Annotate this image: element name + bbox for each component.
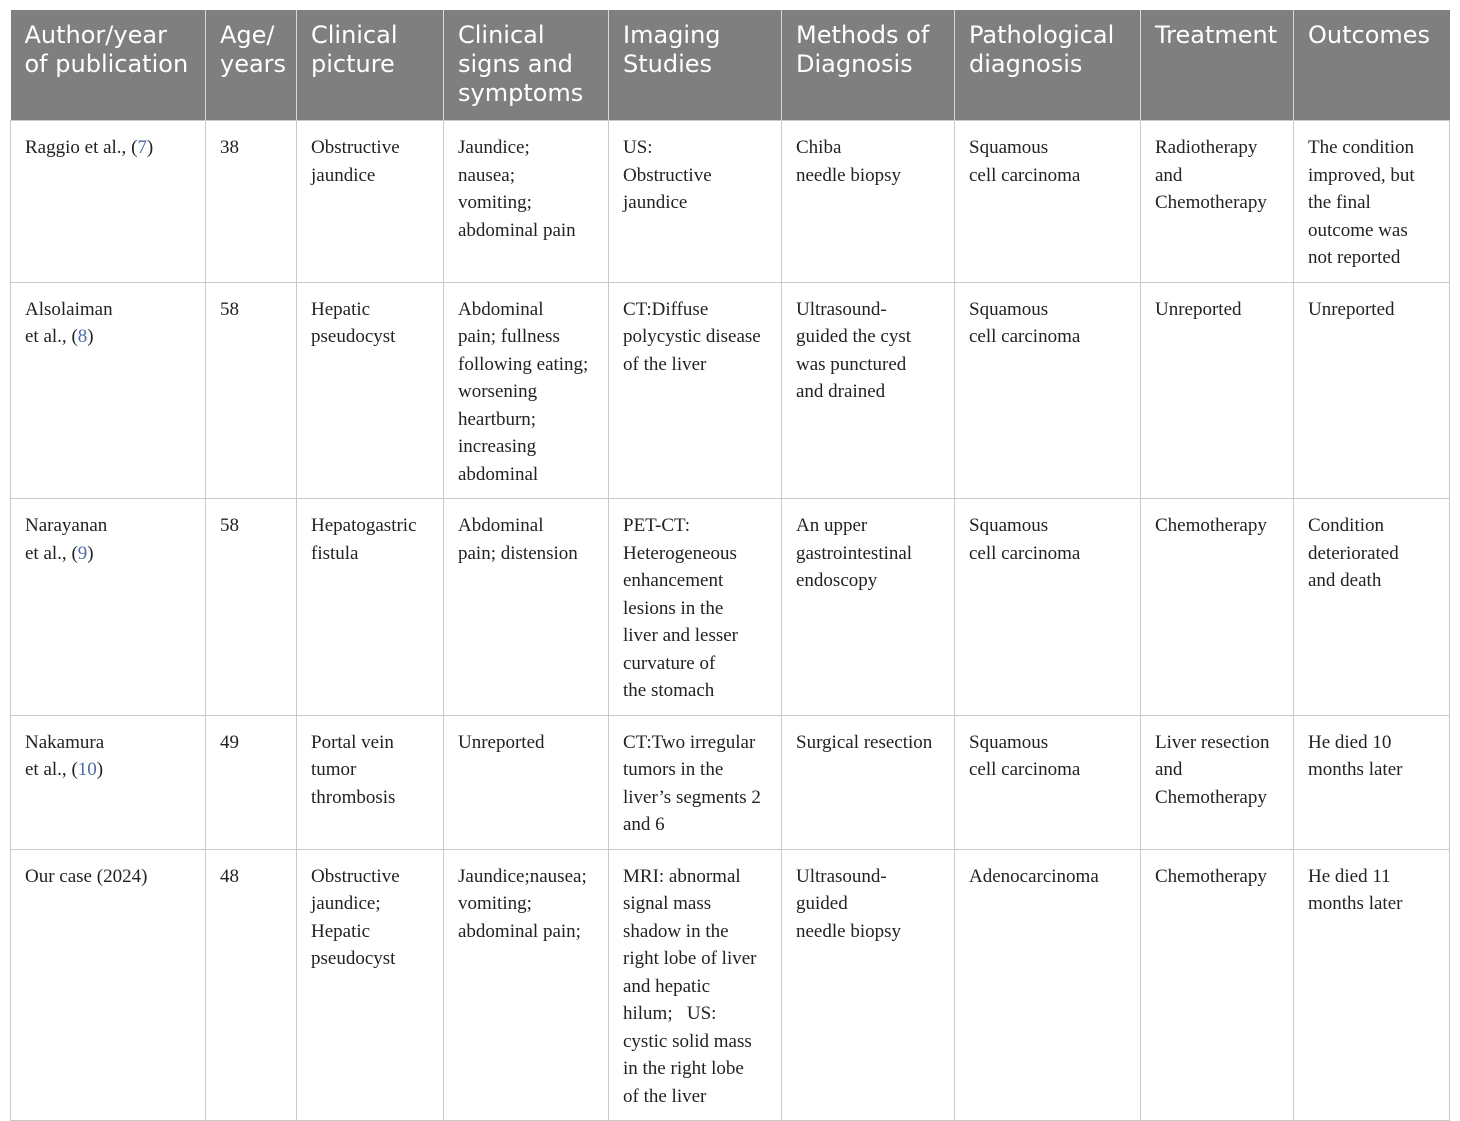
cell-line: cell carcinoma bbox=[969, 164, 1081, 186]
cell-outcomes bbox=[1294, 715, 1450, 849]
cell-line: curvature of bbox=[623, 652, 716, 674]
table-row bbox=[11, 715, 1450, 849]
cell-line: increasing bbox=[458, 436, 537, 457]
header-line: years bbox=[220, 50, 287, 78]
cell-age: 48 bbox=[206, 849, 297, 1121]
author-text: Nakamura bbox=[25, 731, 105, 753]
cell-line: pseudocyst bbox=[311, 948, 396, 969]
header-treatment bbox=[1141, 10, 1294, 121]
cell-line: cell carcinoma bbox=[969, 759, 1081, 780]
cell-line: of the liver bbox=[623, 1085, 707, 1107]
cell-clinical-signs bbox=[444, 849, 609, 1121]
cell-line: Hepatic bbox=[311, 920, 371, 942]
cell-line: needle biopsy bbox=[796, 920, 902, 942]
cell-author: Nakamura et al., (10) bbox=[11, 715, 206, 849]
cell-line: Squamous bbox=[969, 298, 1049, 320]
cell-outcomes bbox=[1294, 121, 1450, 283]
cell-clinical-picture bbox=[297, 499, 444, 716]
cell-clinical-picture bbox=[297, 715, 444, 849]
cell-treatment bbox=[1141, 121, 1294, 283]
cell-line: pain; fullness bbox=[458, 326, 560, 347]
cell-line: months later bbox=[1308, 759, 1403, 780]
cell-line: following eating; bbox=[458, 353, 589, 375]
cell-line: hilum; US: bbox=[623, 1003, 717, 1024]
header-line: Studies bbox=[623, 50, 713, 78]
author-text: et al., bbox=[25, 759, 72, 780]
cell-line: Squamous bbox=[969, 137, 1049, 158]
cell-line: MRI: abnormal bbox=[623, 865, 741, 887]
cell-line: Condition bbox=[1308, 515, 1385, 536]
cell-imaging-studies bbox=[609, 499, 782, 716]
table-row bbox=[11, 499, 1450, 716]
cell-line: Hepatic bbox=[311, 298, 371, 320]
cell-age: 58 bbox=[206, 499, 297, 716]
cell-line: jaundice; bbox=[311, 893, 381, 914]
cell-line: US: bbox=[623, 137, 653, 158]
cell-line: and hepatic bbox=[623, 975, 711, 997]
cell-line: Chemotherapy bbox=[1155, 786, 1267, 808]
cell-line: Abdominal bbox=[458, 298, 544, 320]
cell-line: heartburn; bbox=[458, 408, 537, 430]
cell-imaging-studies bbox=[609, 282, 782, 499]
cell-line: He died 10 bbox=[1308, 731, 1392, 753]
header-line: Pathological bbox=[969, 21, 1115, 49]
cell-line: abdominal bbox=[458, 463, 539, 485]
cell-line: Jaundice;nausea; bbox=[458, 865, 587, 887]
cell-line: Abdominal bbox=[458, 515, 544, 536]
cell-clinical-signs bbox=[444, 499, 609, 716]
cell-line: and 6 bbox=[623, 814, 665, 835]
cell-line: jaundice bbox=[623, 192, 688, 213]
cell-author bbox=[11, 849, 206, 1121]
reference-link[interactable]: 10 bbox=[77, 759, 97, 780]
cell-line: Chiba bbox=[796, 137, 842, 158]
cell-line: guided bbox=[796, 893, 848, 914]
cell-line: lesions in the bbox=[623, 597, 724, 619]
cell-line: gastrointestinal bbox=[796, 542, 913, 564]
cell-line: of the liver bbox=[623, 353, 707, 375]
cell-line: CT:Diffuse bbox=[623, 298, 709, 320]
header-outcomes bbox=[1294, 10, 1450, 121]
cell-line: the final bbox=[1308, 192, 1371, 213]
header-age bbox=[206, 10, 297, 121]
table-body bbox=[11, 121, 1450, 1121]
cell-clinical-picture bbox=[297, 849, 444, 1121]
cell-line: Hepatogastric bbox=[311, 515, 417, 536]
cell-line: abdominal pain; bbox=[458, 920, 581, 942]
cell-author: Narayanan et al., (9) bbox=[11, 499, 206, 716]
reference-link[interactable]: 7 bbox=[137, 137, 147, 158]
cell-line: Obstructive bbox=[311, 137, 400, 158]
cell-line: An upper bbox=[796, 515, 868, 536]
cell-treatment bbox=[1141, 849, 1294, 1121]
cell-line: Unreported bbox=[458, 731, 545, 753]
cell-treatment bbox=[1141, 499, 1294, 716]
header-methods-of-diagnosis bbox=[782, 10, 955, 121]
cell-line: endoscopy bbox=[796, 570, 878, 591]
cell-line: liver’s segments 2 bbox=[623, 786, 761, 808]
comparison-table-container bbox=[10, 10, 1449, 1121]
cell-line: Radiotherapy bbox=[1155, 137, 1258, 158]
header-line: Clinical bbox=[458, 21, 545, 49]
cell-methods-of-diagnosis bbox=[782, 282, 955, 499]
cell-line: He died 11 bbox=[1308, 865, 1391, 887]
header-line: diagnosis bbox=[969, 50, 1083, 78]
author-text: Raggio et al., bbox=[25, 137, 132, 158]
cell-line: deteriorated bbox=[1308, 542, 1399, 564]
author-text: Narayanan bbox=[25, 515, 108, 536]
cell-line: Chemotherapy bbox=[1155, 515, 1267, 536]
cell-line: enhancement bbox=[623, 570, 724, 591]
cell-author: Raggio et al., (7) bbox=[11, 121, 206, 283]
cell-line: Adenocarcinoma bbox=[969, 865, 1099, 887]
cell-line: Jaundice; bbox=[458, 137, 530, 158]
cell-line: needle biopsy bbox=[796, 164, 902, 186]
cell-line: cystic solid mass bbox=[623, 1030, 752, 1052]
cell-line: jaundice bbox=[311, 164, 376, 186]
header-line: Methods of bbox=[796, 21, 930, 49]
cell-line: and drained bbox=[796, 381, 886, 402]
header-line: Author/year bbox=[24, 21, 167, 49]
cell-line: Chemotherapy bbox=[1155, 192, 1267, 213]
header-author-year bbox=[11, 10, 206, 121]
cell-pathological-diagnosis bbox=[955, 121, 1141, 283]
cell-line: right lobe of liver bbox=[623, 948, 757, 969]
cell-clinical-signs bbox=[444, 121, 609, 283]
header-line: signs and bbox=[458, 50, 573, 78]
cell-line: vomiting; bbox=[458, 192, 532, 213]
cell-line: Chemotherapy bbox=[1155, 865, 1267, 887]
cell-line: Obstructive bbox=[623, 164, 712, 186]
table-row bbox=[11, 121, 1450, 283]
cell-line: the stomach bbox=[623, 680, 715, 701]
cell-line: was punctured bbox=[796, 353, 907, 375]
case-comparison-table bbox=[10, 10, 1450, 1121]
header-row bbox=[11, 10, 1450, 121]
cell-pathological-diagnosis bbox=[955, 715, 1141, 849]
cell-line: nausea; bbox=[458, 164, 515, 186]
cell-author: Alsolaiman et al., (8) bbox=[11, 282, 206, 499]
cell-line: outcome was bbox=[1308, 219, 1408, 241]
cell-line: Ultrasound- bbox=[796, 298, 887, 320]
cell-line: worsening bbox=[458, 381, 538, 402]
cell-line: and bbox=[1155, 759, 1183, 780]
cell-treatment bbox=[1141, 715, 1294, 849]
author-text: et al., bbox=[25, 542, 72, 564]
cell-line: cell carcinoma bbox=[969, 542, 1081, 564]
cell-treatment bbox=[1141, 282, 1294, 499]
cell-imaging-studies bbox=[609, 121, 782, 283]
cell-line: and bbox=[1155, 164, 1183, 186]
cell-methods-of-diagnosis bbox=[782, 715, 955, 849]
cell-age: 49 bbox=[206, 715, 297, 849]
cell-line: Liver resection bbox=[1155, 731, 1270, 753]
header-line: of publication bbox=[24, 50, 189, 78]
author-text: Alsolaiman bbox=[25, 298, 113, 320]
header-line: Age/ bbox=[220, 21, 275, 49]
cell-line: thrombosis bbox=[311, 786, 396, 808]
author-text: Our case (2024) bbox=[25, 865, 148, 887]
cell-line: fistula bbox=[311, 542, 359, 564]
table-row bbox=[11, 282, 1450, 499]
author-text: et al., bbox=[25, 326, 72, 347]
header-line: symptoms bbox=[458, 79, 584, 107]
cell-clinical-signs bbox=[444, 715, 609, 849]
cell-pathological-diagnosis bbox=[955, 499, 1141, 716]
header-line: Clinical bbox=[311, 21, 398, 49]
cell-line: tumor bbox=[311, 759, 357, 780]
header-pathological-diagnosis bbox=[955, 10, 1141, 121]
cell-line: pain; distension bbox=[458, 542, 578, 564]
cell-outcomes bbox=[1294, 499, 1450, 716]
header-line: Treatment bbox=[1155, 21, 1278, 49]
header-line: Outcomes bbox=[1308, 21, 1431, 49]
cell-line: Heterogeneous bbox=[623, 542, 737, 564]
cell-line: shadow in the bbox=[623, 920, 729, 942]
cell-line: months later bbox=[1308, 893, 1403, 914]
cell-imaging-studies bbox=[609, 849, 782, 1121]
cell-imaging-studies bbox=[609, 715, 782, 849]
cell-line: Unreported bbox=[1308, 298, 1395, 320]
cell-methods-of-diagnosis bbox=[782, 121, 955, 283]
cell-line: in the right lobe bbox=[623, 1058, 744, 1079]
cell-line: Obstructive bbox=[311, 865, 400, 887]
cell-clinical-signs bbox=[444, 282, 609, 499]
cell-line: cell carcinoma bbox=[969, 326, 1081, 347]
cell-line: Surgical resection bbox=[796, 731, 933, 753]
header-line: Imaging bbox=[623, 21, 721, 49]
reference-link[interactable]: 8 bbox=[77, 326, 88, 347]
cell-line: Portal vein bbox=[311, 731, 394, 753]
cell-methods-of-diagnosis bbox=[782, 499, 955, 716]
cell-clinical-picture bbox=[297, 282, 444, 499]
cell-line: abdominal pain bbox=[458, 219, 576, 241]
cell-line: guided the cyst bbox=[796, 326, 912, 347]
cell-pathological-diagnosis bbox=[955, 849, 1141, 1121]
cell-age: 58 bbox=[206, 282, 297, 499]
header-clinical-signs bbox=[444, 10, 609, 121]
header-imaging-studies bbox=[609, 10, 782, 121]
cell-line: improved, but bbox=[1308, 164, 1415, 186]
cell-outcomes bbox=[1294, 849, 1450, 1121]
cell-line: Ultrasound- bbox=[796, 865, 887, 887]
cell-line: tumors in the bbox=[623, 759, 724, 780]
cell-methods-of-diagnosis bbox=[782, 849, 955, 1121]
reference-link[interactable]: 9 bbox=[77, 542, 88, 564]
cell-clinical-picture bbox=[297, 121, 444, 283]
header-line: picture bbox=[311, 50, 395, 78]
table-row bbox=[11, 849, 1450, 1121]
cell-line: Unreported bbox=[1155, 298, 1242, 320]
cell-line: signal mass bbox=[623, 893, 712, 914]
cell-line: The condition bbox=[1308, 137, 1415, 158]
cell-outcomes bbox=[1294, 282, 1450, 499]
cell-pathological-diagnosis bbox=[955, 282, 1141, 499]
header-clinical-picture bbox=[297, 10, 444, 121]
cell-line: pseudocyst bbox=[311, 326, 396, 347]
cell-line: polycystic disease bbox=[623, 326, 761, 347]
cell-line: Squamous bbox=[969, 515, 1049, 536]
cell-line: PET-CT: bbox=[623, 515, 690, 536]
cell-line: and death bbox=[1308, 570, 1382, 591]
header-line: Diagnosis bbox=[796, 50, 913, 78]
cell-line: Squamous bbox=[969, 731, 1049, 753]
cell-line: vomiting; bbox=[458, 893, 532, 914]
cell-age: 38 bbox=[206, 121, 297, 283]
cell-line: CT:Two irregular bbox=[623, 731, 756, 753]
cell-line: liver and lesser bbox=[623, 625, 739, 646]
cell-line: not reported bbox=[1308, 247, 1401, 268]
